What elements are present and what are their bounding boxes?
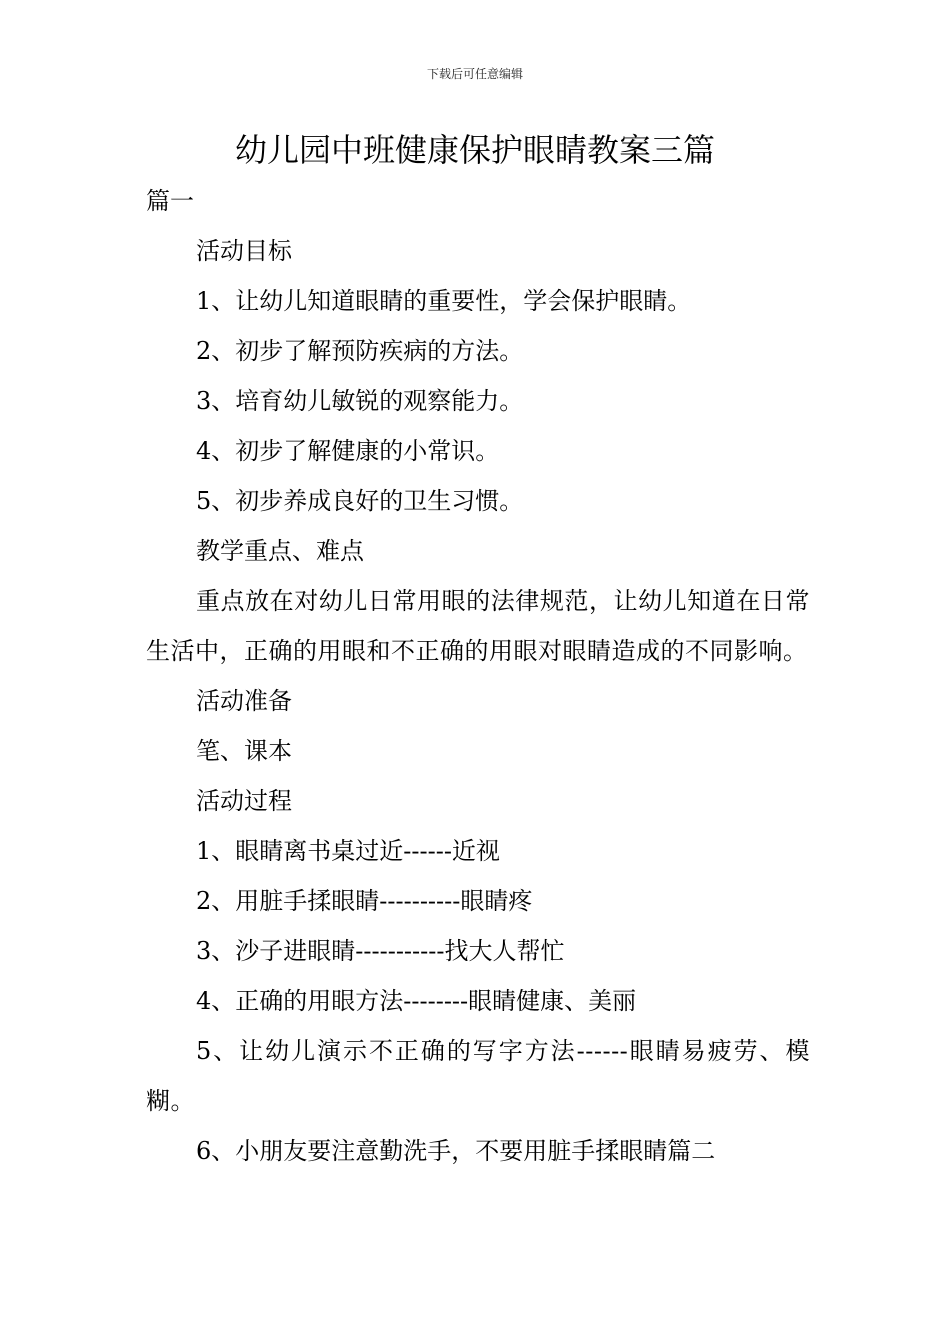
goal-item: 2、初步了解预防疾病的方法。 [196,337,524,365]
document-body [146,176,810,1176]
process-item: 2、用脏手揉眼睛----------眼睛疼 [196,887,533,915]
focus-heading: 教学重点、难点 [196,537,364,565]
goals-heading: 活动目标 [196,237,292,265]
prep-heading: 活动准备 [196,687,292,715]
process-item: 4、正确的用眼方法--------眼睛健康、美丽 [196,987,637,1015]
header-note: 下载后可任意编辑 [426,67,523,81]
goal-item: 1、让幼儿知道眼睛的重要性，学会保护眼睛。 [196,287,692,315]
goal-item: 5、初步养成良好的卫生习惯。 [196,487,524,515]
focus-paragraph: 重点放在对幼儿日常用眼的法律规范，让幼儿知道在日常生活中，正确的用眼和不正确的用眼对眼睛造成的不同影响。 [146,587,810,665]
process-item: 1、眼睛离书桌过近------近视 [196,837,500,865]
process-item: 3、沙子进眼睛-----------找大人帮忙 [196,937,565,965]
goal-item: 3、培育幼儿敏锐的观察能力。 [196,387,524,415]
process-item: 6、小朋友要注意勤洗手，不要用脏手揉眼睛篇二 [196,1137,716,1165]
goal-item: 4、初步了解健康的小常识。 [196,437,500,465]
prep-text: 笔、课本 [196,737,292,765]
process-heading: 活动过程 [196,787,292,815]
process-item: 5、让幼儿演示不正确的写字方法------眼睛易疲劳、模糊。 [146,1037,810,1115]
document-title: 幼儿园中班健康保护眼睛教案三篇 [234,131,715,169]
section-label: 篇一 [146,187,194,215]
